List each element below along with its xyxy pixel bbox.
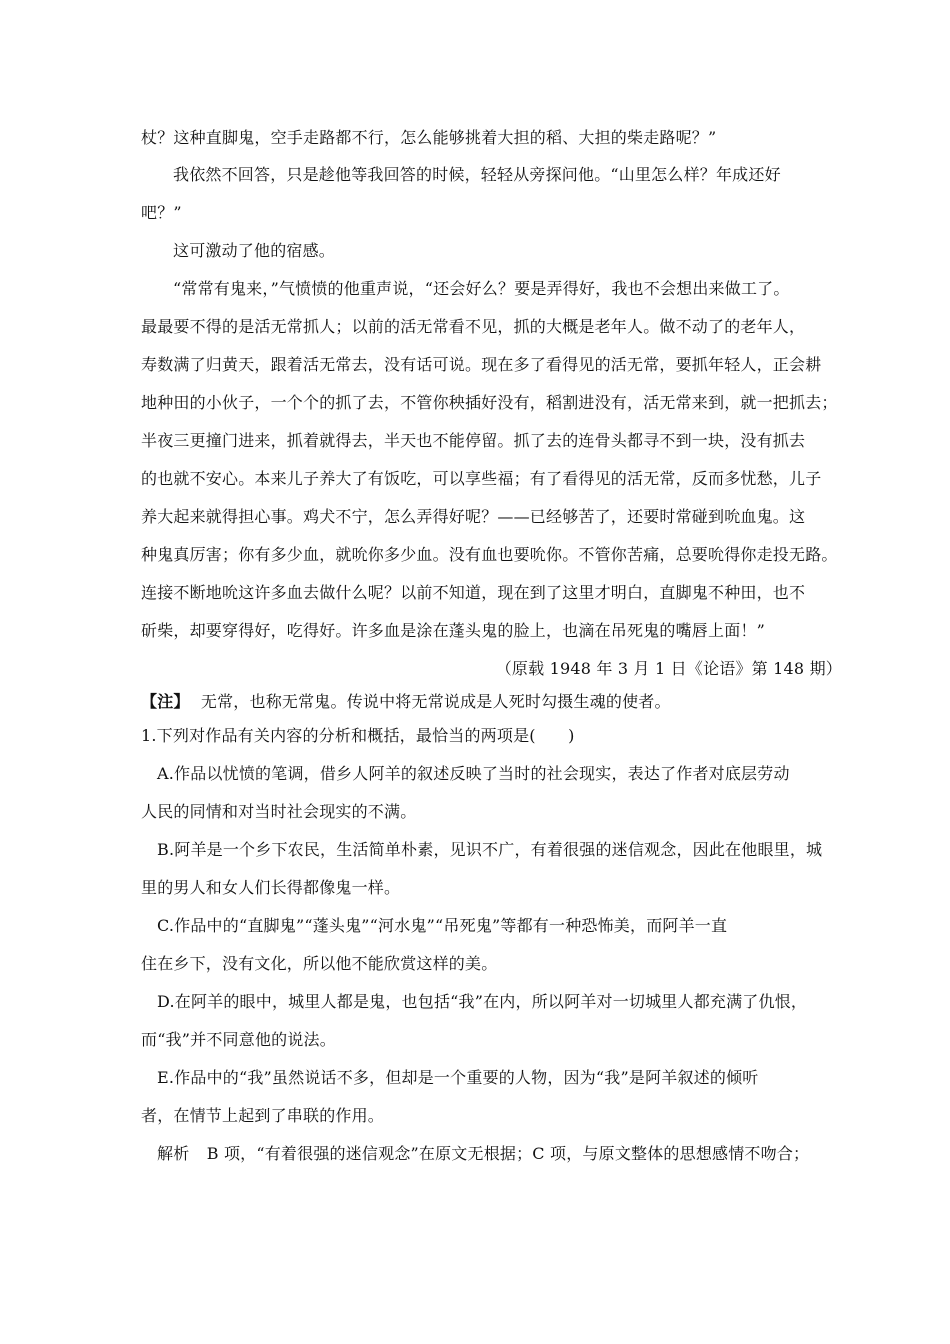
passage-line: 最最要不得的是活无常抓人；以前的活无常看不见，抓的大概是老年人。做不动了的老年人， bbox=[141, 317, 806, 336]
passage-line: 我依然不回答，只是趁他等我回答的时候，轻轻从旁探问他。“山里怎么样？年成还好 bbox=[173, 165, 781, 184]
passage-line: 的也就不安心。本来儿子养大了有饭吃，可以享些福；有了看得见的活无常，反而多忧愁，儿子 bbox=[141, 469, 822, 488]
note-text: 无常，也称无常鬼。传说中将无常说成是人死时勾摄生魂的使者。 bbox=[200, 692, 671, 711]
option-d: D.在阿羊的眼中，城里人都是鬼，也包括“我”在内，所以阿羊对一切城里人都充满了仇恨， bbox=[157, 992, 808, 1011]
passage-line: 地种田的小伙子，一个个的抓了去，不管你秧插好没有，稻割进没有，活无常来到，就一把抓去； bbox=[141, 393, 838, 412]
source-citation: （原载 1948 年 3 月 1 日《论语》第 148 期） bbox=[495, 659, 842, 678]
analysis-text: B 项，“有着很强的迷信观念”在原文无根据；C 项，与原文整体的思想感情不吻合； bbox=[206, 1144, 810, 1163]
passage-line: 这可激动了他的宿感。 bbox=[173, 241, 336, 260]
option-b-cont: 里的男人和女人们长得都像鬼一样。 bbox=[141, 878, 401, 897]
question-stem: 1.下列对作品有关内容的分析和概括，最恰当的两项是( ) bbox=[141, 726, 575, 745]
option-d-cont: 而“我”并不同意他的说法。 bbox=[141, 1030, 336, 1049]
option-e-cont: 者，在情节上起到了串联的作用。 bbox=[141, 1106, 385, 1125]
passage-line: 斫柴，却要穿得好，吃得好。许多血是涂在蓬头鬼的脸上，也滴在吊死鬼的嘴唇上面！” bbox=[141, 621, 765, 640]
passage-line: 寿数满了归黄天，跟着活无常去，没有话可说。现在多了看得见的活无常，要抓年轻人，正会耕 bbox=[141, 355, 822, 374]
passage-line: “常常有鬼来，”气愤愤的他重声说，“还会好么？要是弄得好，我也不会想出来做工了。 bbox=[173, 279, 790, 298]
analysis-label: 解析 bbox=[157, 1144, 190, 1163]
passage-line: 半夜三更撞门进来，抓着就得去，半天也不能停留。抓了去的连骨头都寻不到一块，没有抓去 bbox=[141, 431, 806, 450]
note-label: 【注】 bbox=[141, 692, 190, 711]
passage-line: 养大起来就得担心事。鸡犬不宁，怎么弄得好呢？——已经够苦了，还要时常碰到吮血鬼。这 bbox=[141, 507, 806, 526]
note bbox=[141, 690, 671, 714]
passage-line: 连接不断地吮这许多血去做什么呢？以前不知道，现在到了这里才明白，直脚鬼不种田，也不 bbox=[141, 583, 806, 602]
option-a: A.作品以忧愤的笔调，借乡人阿羊的叙述反映了当时的社会现实，表达了作者对底层劳动 bbox=[157, 764, 790, 783]
option-c-cont: 住在乡下，没有文化，所以他不能欣赏这样的美。 bbox=[141, 954, 498, 973]
option-e: E.作品中的“我”虽然说话不多，但却是一个重要的人物，因为“我”是阿羊叙述的倾听 bbox=[157, 1068, 759, 1087]
passage-line: 吧？” bbox=[141, 203, 182, 222]
option-b: B.阿羊是一个乡下农民，生活简单朴素，见识不广，有着很强的迷信观念，因此在他眼里，城 bbox=[157, 840, 823, 859]
passage-line: 种鬼真厉害；你有多少血，就吮你多少血。没有血也要吮你。不管你苦痛，总要吮得你走投无路。 bbox=[141, 545, 838, 564]
option-c: C.作品中的“直脚鬼”“蓬头鬼”“河水鬼”“吊死鬼”等都有一种恐怖美，而阿羊一直 bbox=[157, 916, 728, 935]
passage-line: 杖？这种直脚鬼，空手走路都不行，怎么能够挑着大担的稻、大担的柴走路呢？” bbox=[141, 128, 717, 147]
option-a-cont: 人民的同情和对当时社会现实的不满。 bbox=[141, 802, 417, 821]
analysis bbox=[157, 1142, 809, 1166]
